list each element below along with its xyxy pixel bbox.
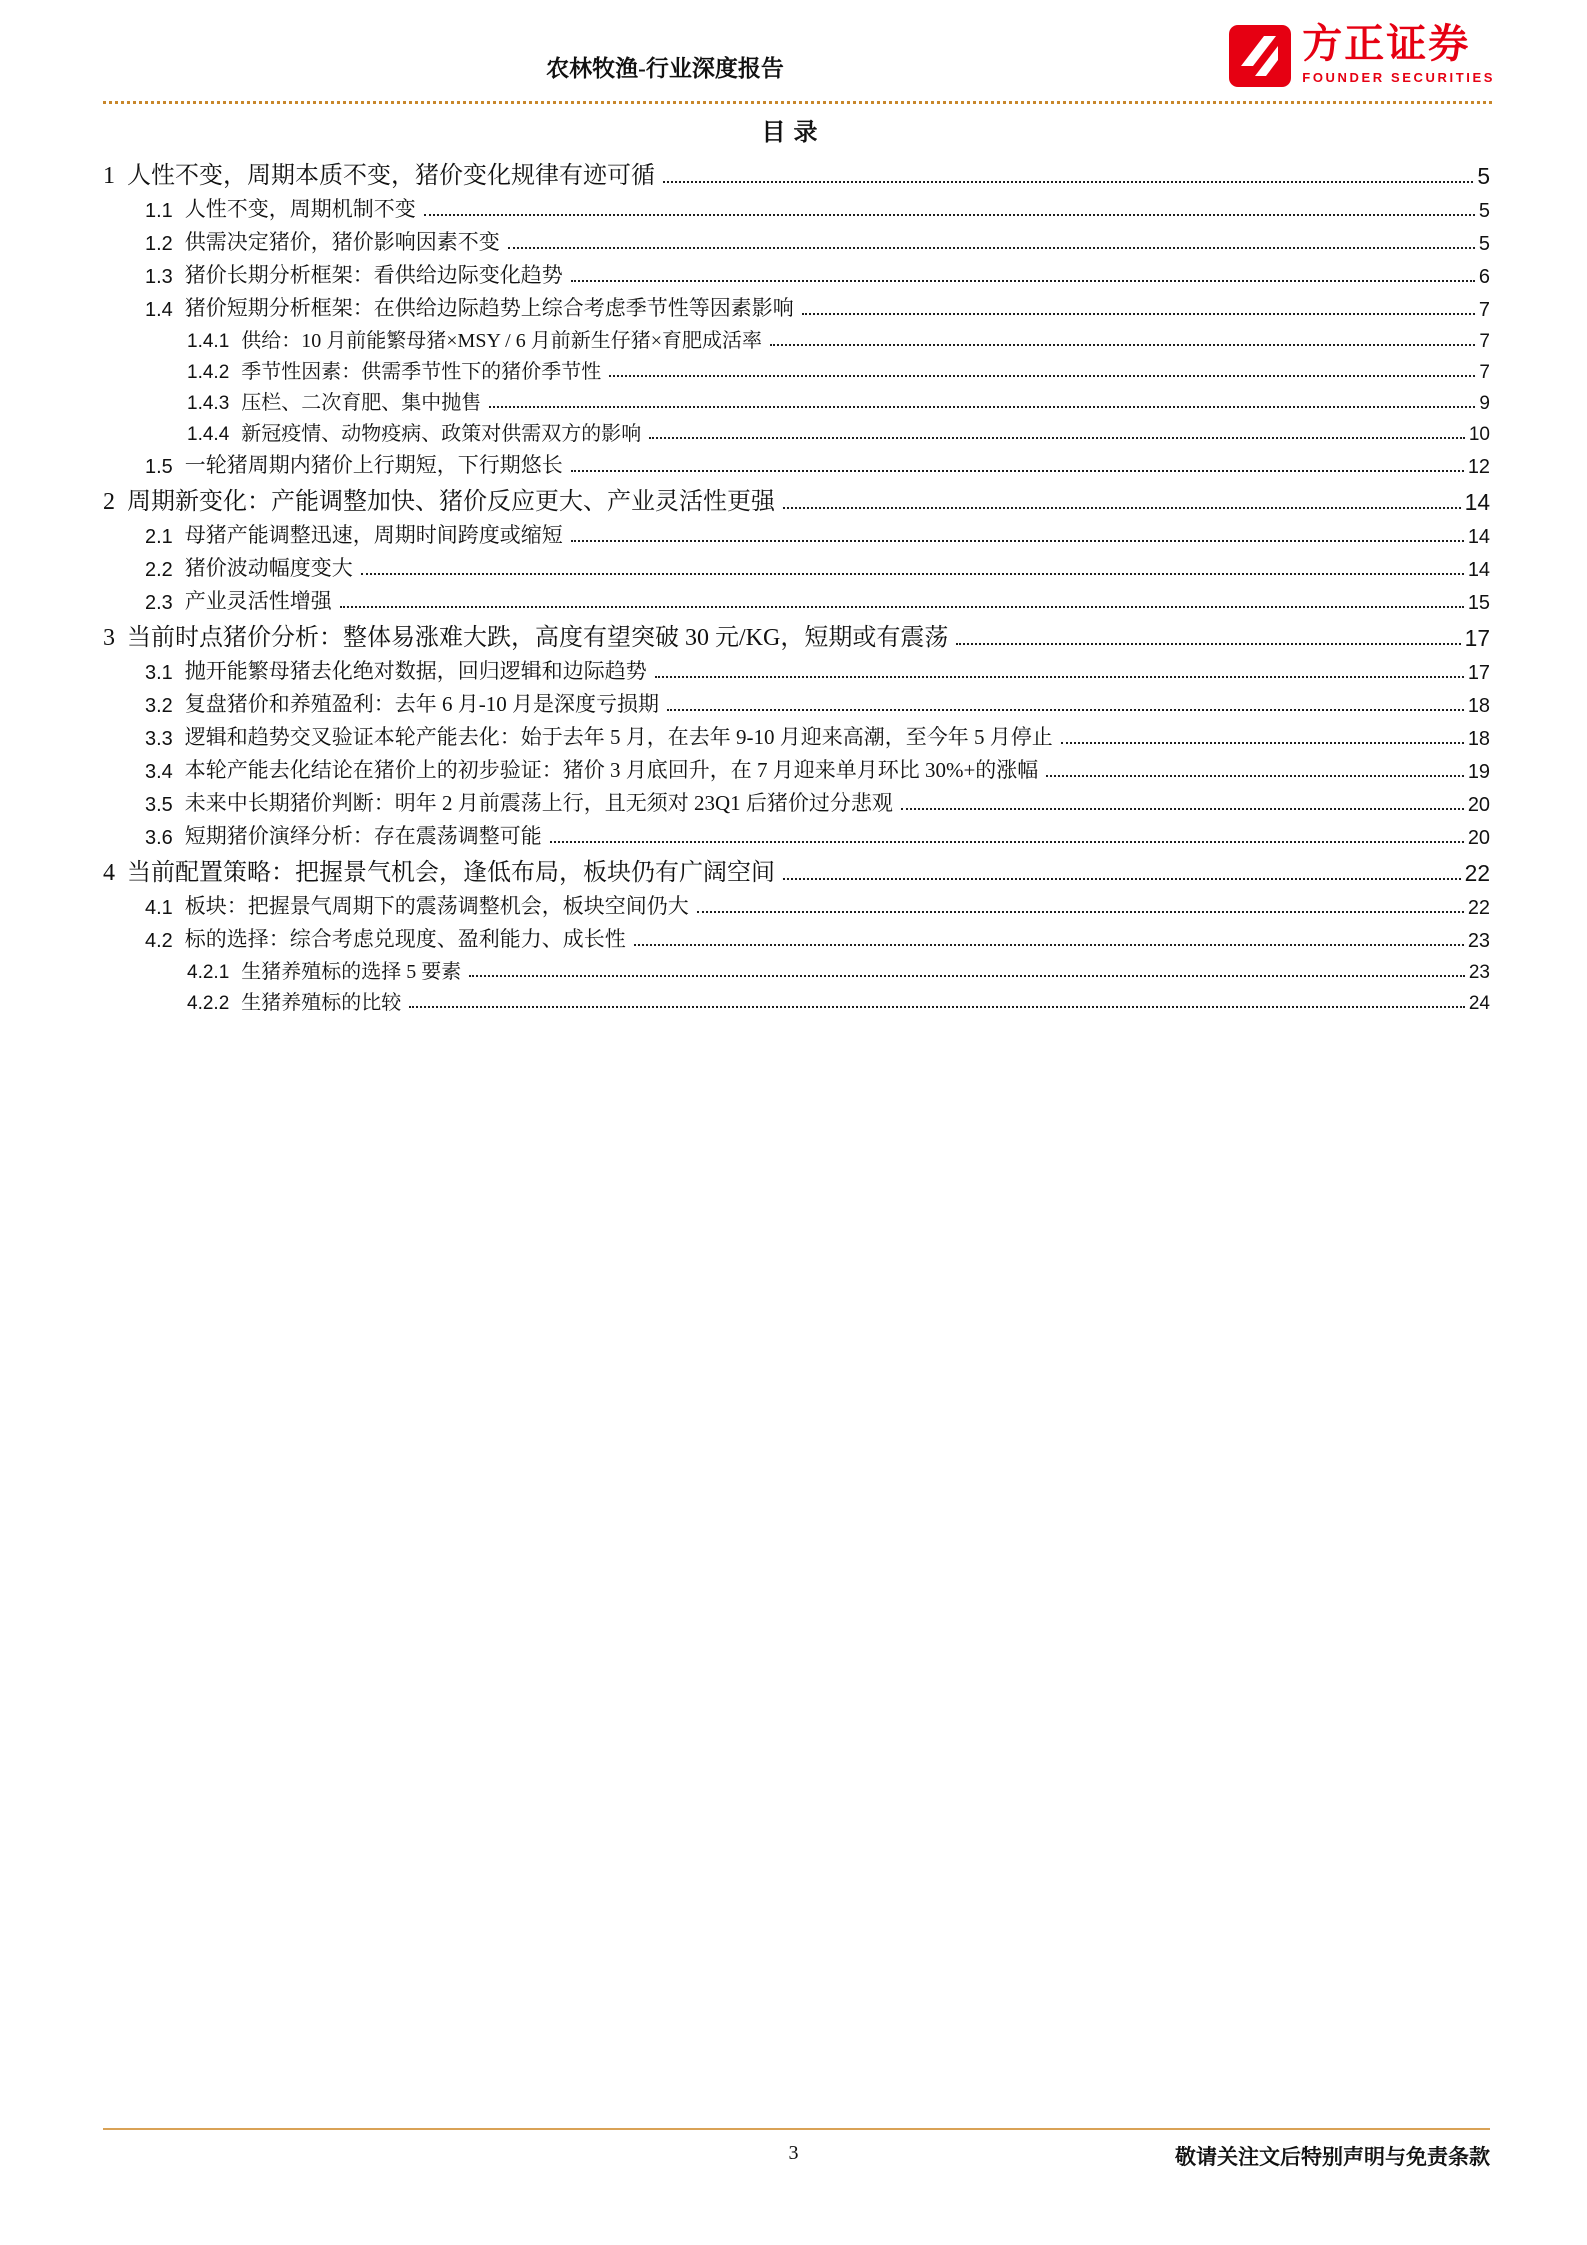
toc-entry-title: 供需决定猪价，猪价影响因素不变 [184,230,500,254]
toc-entry-title: 产业灵活性增强 [184,589,332,613]
toc-leader-dots [361,573,1464,575]
toc-leader-dots [571,540,1464,542]
toc-entry[interactable] [103,415,1490,446]
toc-leader-dots [802,313,1475,315]
founder-logo-icon [1228,24,1292,93]
toc-page-number: 23 [1467,930,1490,952]
toc-leader-dots [1061,742,1464,744]
toc-entry-title: 生猪养殖标的比较 [241,992,402,1014]
toc-entry[interactable] [103,718,1490,751]
toc-entry-title: 当前配置策略：把握景气机会，逢低布局，板块仍有广阔空间 [127,860,775,886]
toc-entry[interactable] [103,817,1490,850]
toc-leader-dots [697,911,1464,913]
toc-page-number: 14 [1467,526,1490,548]
toc-entry-title: 供给：10 月前能繁母猪×MSY / 6 月前新生仔猪×育肥成活率 [241,330,762,352]
toc-entry[interactable] [103,153,1490,190]
toc-entry[interactable] [103,652,1490,685]
toc-entry-number: 1.4.2 [187,362,230,383]
toc-entry[interactable] [103,850,1490,887]
toc-entry-number: 3.4 [145,761,173,783]
toc-entry-title: 人性不变，周期本质不变，猪价变化规律有迹可循 [127,163,655,189]
toc-entry-title: 新冠疫情、动物疫病、政策对供需双方的影响 [241,423,642,445]
toc-entry-number: 1.4.4 [187,424,230,445]
toc-leader-dots [609,375,1475,377]
toc-page-number: 5 [1478,233,1490,255]
toc-leader-dots [571,280,1475,282]
toc-entry-title: 未来中长期猪价判断：明年 2 月前震荡上行，且无须对 23Q1 后猪价过分悲观 [184,791,893,815]
toc-leader-dots [770,344,1475,346]
toc-entry[interactable] [103,446,1490,479]
toc-page-number: 10 [1468,424,1490,445]
toc-entry-number: 3.3 [145,728,173,750]
logo-text [1302,21,1495,85]
toc-leader-dots [634,944,1464,946]
toc-entry[interactable] [103,751,1490,784]
toc-leader-dots [489,406,1475,408]
founder-securities-logo [1228,21,1495,93]
toc-entry[interactable] [103,549,1490,582]
toc-page-number: 6 [1478,266,1490,288]
toc-page-number: 20 [1467,827,1490,849]
toc-page-number: 14 [1464,489,1490,515]
toc-entry-title: 本轮产能去化结论在猪价上的初步验证：猪价 3 月底回升，在 7 月迎来单月环比 30%+的涨幅 [184,758,1039,782]
toc-leader-dots [508,247,1475,249]
toc-leader-dots [783,507,1461,509]
toc-entry[interactable] [103,516,1490,549]
toc-leader-dots [1046,775,1464,777]
toc-entry-title: 板块：把握景气周期下的震荡调整机会，板块空间仍大 [184,894,689,918]
toc-entry-number: 1.4.1 [187,331,230,352]
toc-leader-dots [783,878,1461,880]
toc-entry[interactable] [103,920,1490,953]
toc-entry[interactable] [103,384,1490,415]
logo-name-cn: 方正证券 [1302,21,1471,66]
toc-entry-number: 2.2 [145,559,173,581]
toc-entry[interactable] [103,322,1490,353]
toc-entry-number: 3.5 [145,794,173,816]
toc-entry-title: 猪价波动幅度变大 [184,556,353,580]
toc-entry-title: 压栏、二次育肥、集中抛售 [241,392,482,414]
toc-page-number: 5 [1477,163,1490,189]
toc-list [103,153,1490,1015]
toc-page-number: 7 [1478,299,1490,321]
toc-entry-number: 1.2 [145,233,173,255]
toc-page-number: 19 [1467,761,1490,783]
toc-page-number: 14 [1467,559,1490,581]
footer-page-number: 3 [788,2142,799,2164]
toc-entry[interactable] [103,582,1490,615]
toc-entry[interactable] [103,256,1490,289]
toc-entry-number: 4.2.1 [187,962,230,983]
toc-heading: 目录 [761,120,826,146]
toc-entry-title: 猪价长期分析框架：看供给边际变化趋势 [184,263,563,287]
toc-entry[interactable] [103,289,1490,322]
toc-entry[interactable] [103,685,1490,718]
toc-page-number: 18 [1467,695,1490,717]
toc-entry[interactable] [103,984,1490,1015]
toc-entry-number: 2 [103,489,115,515]
toc-entry-title: 短期猪价演绎分析：存在震荡调整可能 [184,824,542,848]
toc-leader-dots [469,975,1465,977]
toc-page-number: 7 [1479,331,1490,352]
toc-entry-number: 2.1 [145,526,173,548]
toc-entry-title: 标的选择：综合考虑兑现度、盈利能力、成长性 [184,927,626,951]
toc-entry-number: 1.3 [145,266,173,288]
footer-disclaimer-notice: 敬请关注文后特别声明与免责条款 [1175,2145,1490,2169]
toc-leader-dots [667,709,1464,711]
toc-page-number: 15 [1467,592,1490,614]
toc-entry-number: 1.5 [145,456,173,478]
toc-entry-title: 一轮猪周期内猪价上行期短，下行期悠长 [184,453,563,477]
toc-entry-title: 复盘猪价和养殖盈利：去年 6 月-10 月是深度亏损期 [184,692,659,716]
toc-entry-title: 周期新变化：产能调整加快、猪价反应更大、产业灵活性更强 [127,489,775,515]
report-header-title: 农林牧渔-行业深度报告 [546,56,784,81]
toc-leader-dots [649,437,1465,439]
toc-entry-title: 人性不变，周期机制不变 [184,197,416,221]
toc-entry-number: 2.3 [145,592,173,614]
toc-leader-dots [901,808,1464,810]
toc-entry-number: 1.4.3 [187,393,230,414]
toc-entry-number: 1.1 [145,200,173,222]
toc-page-number: 22 [1464,860,1490,886]
toc-entry-number: 3.1 [145,662,173,684]
toc-entry[interactable] [103,953,1490,984]
toc-leader-dots [956,643,1460,645]
toc-entry-title: 季节性因素：供需季节性下的猪价季节性 [241,361,602,383]
toc-entry[interactable] [103,887,1490,920]
footer-divider [103,2128,1490,2130]
toc-entry-number: 3.2 [145,695,173,717]
logo-name-en: FOUNDER SECURITIES [1302,70,1495,85]
toc-entry-number: 3.6 [145,827,173,849]
toc-entry-title: 抛开能繁母猪去化绝对数据，回归逻辑和边际趋势 [184,659,647,683]
toc-page-number: 12 [1467,456,1490,478]
toc-entry[interactable] [103,784,1490,817]
toc-entry-number: 3 [103,625,115,651]
toc-page-number: 7 [1479,362,1490,383]
toc-entry-title: 母猪产能调整迅速，周期时间跨度或缩短 [184,523,563,547]
toc-leader-dots [550,841,1464,843]
toc-entry[interactable] [103,353,1490,384]
toc-page-number: 5 [1478,200,1490,222]
toc-leader-dots [340,606,1464,608]
toc-page-number: 17 [1467,662,1490,684]
toc-page-number: 20 [1467,794,1490,816]
toc-entry[interactable] [103,190,1490,223]
toc-entry[interactable] [103,223,1490,256]
toc-entry-number: 4.2.2 [187,993,230,1014]
toc-entry-title: 生猪养殖标的选择 5 要素 [241,961,462,983]
toc-entry-number: 4 [103,860,115,886]
toc-entry[interactable] [103,479,1490,516]
toc-leader-dots [655,676,1464,678]
toc-entry-number: 4.2 [145,930,173,952]
toc-leader-dots [571,470,1464,472]
toc-page-number: 22 [1467,897,1490,919]
toc-leader-dots [424,214,1475,216]
toc-page-number: 23 [1468,962,1490,983]
toc-leader-dots [409,1006,1465,1008]
toc-entry-number: 1.4 [145,299,173,321]
toc-page-number: 18 [1467,728,1490,750]
header-divider-dotted [103,101,1492,104]
toc-entry-number: 1 [103,163,115,189]
toc-page-number: 9 [1479,393,1490,414]
toc-page-number: 17 [1464,625,1490,651]
toc-leader-dots [663,181,1473,183]
toc-entry-number: 4.1 [145,897,173,919]
toc-entry-title: 当前时点猪价分析：整体易涨难大跌，高度有望突破 30 元/KG，短期或有震荡 [127,625,949,651]
toc-entry[interactable] [103,615,1490,652]
toc-page-number: 24 [1468,993,1490,1014]
toc-entry-title: 猪价短期分析框架：在供给边际趋势上综合考虑季节性等因素影响 [184,296,794,320]
toc-entry-title: 逻辑和趋势交叉验证本轮产能去化：始于去年 5 月，在去年 9-10 月迎来高潮，至今年 5 月停止 [184,725,1053,749]
